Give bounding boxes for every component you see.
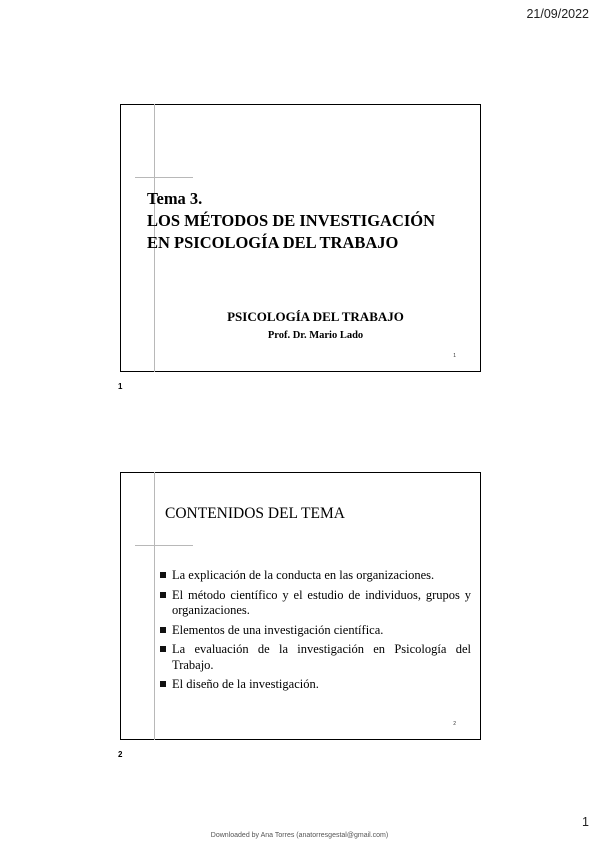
page-number: 1: [582, 815, 589, 829]
bullet-square-icon: [160, 681, 166, 687]
slide-heading: CONTENIDOS DEL TEMA: [165, 505, 345, 522]
course-subject: PSICOLOGÍA DEL TRABAJO: [227, 309, 404, 324]
slide-title: [147, 188, 435, 254]
bullet-square-icon: [160, 572, 166, 578]
slide-page-label: 1: [118, 382, 123, 391]
contents-list: [159, 568, 471, 697]
slide-decoration-horizontal: [135, 545, 193, 546]
slide-decoration-horizontal: [135, 177, 193, 178]
slide-title-line-3: EN PSICOLOGÍA DEL TRABAJO: [147, 233, 399, 252]
list-item: El método científico y el estudio de individuos, grupos y organizaciones.: [159, 588, 471, 619]
slide-1: [120, 104, 481, 372]
bullet-square-icon: [160, 592, 166, 598]
list-item: El diseño de la investigación.: [159, 677, 471, 693]
header-date: 21/09/2022: [526, 7, 589, 21]
slide-page-label: 2: [118, 750, 123, 759]
slide-2: [120, 472, 481, 740]
list-item: La explicación de la conducta en las organizaciones.: [159, 568, 471, 584]
slide-title-line-1: Tema 3.: [147, 189, 203, 208]
slide-number: 1: [453, 353, 456, 359]
bullet-square-icon: [160, 646, 166, 652]
download-footer: Downloaded by Ana Torres (anatorresgestal@gmail.com): [210, 832, 389, 839]
list-item: La evaluación de la investigación en Psicología del Trabajo.: [159, 642, 471, 673]
slide-title-line-2: LOS MÉTODOS DE INVESTIGACIÓN: [147, 211, 436, 230]
slide-decoration-vertical: [154, 472, 155, 740]
list-item: Elementos de una investigación científica.: [159, 623, 471, 639]
slide-number: 2: [453, 721, 456, 727]
professor-name: Prof. Dr. Mario Lado: [267, 330, 364, 341]
bullet-square-icon: [160, 627, 166, 633]
